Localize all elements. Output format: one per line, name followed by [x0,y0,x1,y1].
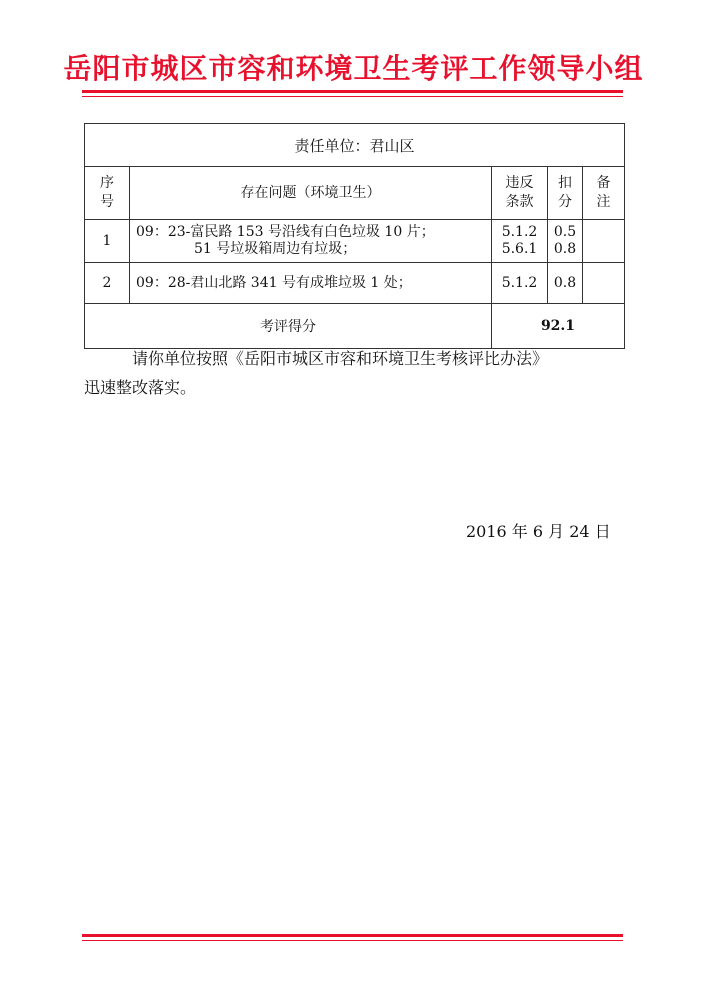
col-issue: 存在问题（环境卫生） [130,167,492,220]
row-issue [130,220,492,263]
org-title: 岳阳市城区市容和环境卫生考评工作领导小组 [63,52,644,85]
score-row [85,304,625,349]
footer-rule-thick [82,934,623,937]
responsible-unit: 责任单位：君山区 [85,124,625,167]
header-rule-thick [82,90,623,93]
row-clause: 5.1.2 [492,263,548,304]
note-line2: 迅速整改落实。 [84,378,197,397]
col-clause-line1: 违反 [505,175,534,191]
row-issue-line1: 09：23-富民路 153 号沿线有白色垃圾 10 片； [136,224,435,240]
issue-date: 2016 年 6 月 24 日 [466,522,611,541]
row-clause-line2: 5.6.1 [501,241,538,257]
row-clause-line1: 5.1.2 [501,224,538,240]
col-remark-line2: 注 [596,194,611,210]
col-deduct-line2: 分 [558,194,572,210]
row-deduct-line1: 0.5 [553,224,577,240]
table-row [85,220,625,263]
header-rule-thin [82,96,623,97]
row-remark [583,263,625,304]
row-issue [130,263,492,304]
table-row [85,263,625,304]
col-seq-line1: 序 [100,175,114,191]
col-deduct-line1: 扣 [558,175,572,191]
unit-row [85,124,625,167]
row-remark [583,220,625,263]
col-clause-line2: 条款 [505,194,534,210]
row-seq: 2 [85,263,130,304]
row-issue-line2: 51 号垃圾箱周边有垃圾； [194,241,357,257]
col-seq-line2: 号 [100,194,114,210]
col-remark-line1: 备 [596,175,611,191]
row-issue-line1: 09：28-君山北路 341 号有成堆垃圾 1 处； [136,274,412,291]
row-clause [492,220,548,263]
col-remark [583,167,625,220]
row-deduct: 0.8 [548,263,583,304]
row-deduct [548,220,583,263]
col-clause [492,167,548,220]
score-value: 92.1 [492,304,625,349]
row-deduct-line2: 0.8 [553,241,577,257]
row-seq: 1 [85,220,130,263]
col-deduct [548,167,583,220]
report-table [84,123,625,349]
note-line1: 请你单位按照《岳阳市城区市容和环境卫生考核评比办法》 [132,349,549,368]
instruction-note [84,344,644,402]
col-seq [85,167,130,220]
score-label: 考评得分 [85,304,492,349]
header-row [85,167,625,220]
footer-rule-thin [82,940,623,941]
